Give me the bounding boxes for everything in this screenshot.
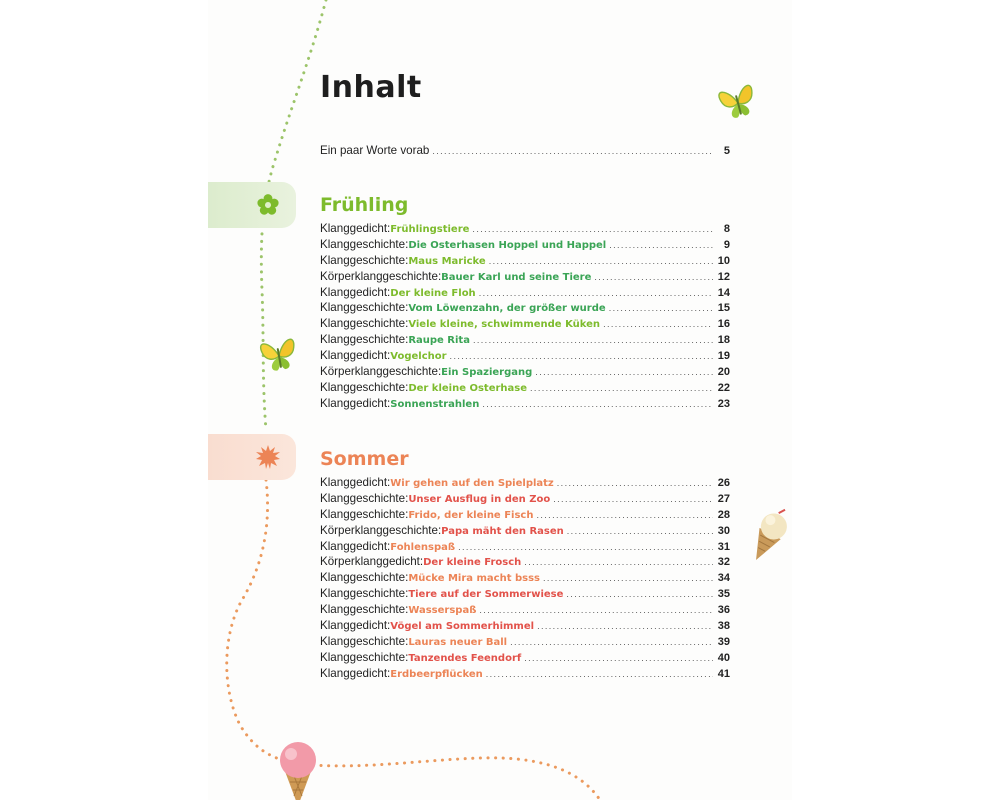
leader-dots <box>450 351 713 361</box>
toc-entry-title: Bauer Karl und seine Tiere <box>441 271 592 283</box>
leader-dots <box>567 526 713 536</box>
leader-dots <box>473 335 713 345</box>
toc-entry-title: Fohlenspaß <box>390 541 456 553</box>
toc-entry[interactable] <box>320 365 730 381</box>
toc-entry[interactable] <box>320 555 730 571</box>
toc-page-number: 14 <box>717 286 730 299</box>
toc-entry[interactable] <box>320 301 730 317</box>
toc-entry-type: Klanggeschichte: <box>320 634 409 648</box>
toc-entry[interactable] <box>320 286 730 302</box>
toc-entry-type: Körperklanggedicht: <box>320 555 424 569</box>
toc-page-number: 8 <box>723 223 730 235</box>
toc-entry-title: Tanzendes Feendorf <box>408 652 522 664</box>
leader-dots <box>479 605 713 615</box>
toc-page-number: 15 <box>717 302 730 315</box>
toc-entry[interactable] <box>320 667 730 683</box>
toc-entry[interactable] <box>320 381 730 397</box>
toc-entry-type: Klanggedicht: <box>320 285 391 299</box>
toc-entry[interactable] <box>320 254 730 270</box>
leader-dots <box>609 303 713 313</box>
toc-entry-title: Raupe Rita <box>408 335 470 347</box>
leader-dots <box>472 224 713 234</box>
flower-icon <box>256 193 280 217</box>
toc-entry[interactable] <box>320 651 730 667</box>
toc-entry[interactable] <box>320 635 730 651</box>
leader-dots <box>510 637 713 647</box>
leader-dots <box>524 557 713 567</box>
toc-page-number: 26 <box>717 477 730 489</box>
toc-entry-title: Vom Löwenzahn, der größer wurde <box>408 303 606 315</box>
toc-entry-intro[interactable] <box>320 144 730 160</box>
toc-page-number: 28 <box>717 508 730 521</box>
toc-entry-type: Klanggeschichte: <box>320 237 409 251</box>
leader-dots <box>489 256 713 266</box>
toc-entry-title: Lauras neuer Ball <box>408 636 508 648</box>
toc-entry[interactable] <box>320 571 730 587</box>
toc-entry-type: Klanggedicht: <box>320 476 391 489</box>
toc-page-number: 27 <box>717 492 730 505</box>
toc-entry[interactable] <box>320 492 730 508</box>
leader-dots <box>543 573 713 583</box>
toc-entry-type: Klanggedicht: <box>320 222 391 235</box>
leader-dots <box>603 319 713 329</box>
toc-entry-type: Klanggeschichte: <box>320 571 409 585</box>
toc-entry-title: Tiere auf der Sommerwiese <box>408 589 564 601</box>
toc-page-number: 38 <box>717 620 730 633</box>
leader-dots <box>479 288 713 298</box>
toc-list-summer <box>320 476 730 683</box>
leader-dots <box>553 494 713 504</box>
toc-page-number: 12 <box>717 270 730 283</box>
toc-entry-label: Ein paar Worte vorab <box>320 144 430 157</box>
toc-entry-type: Klanggeschichte: <box>320 317 409 331</box>
toc-entry-title: Frido, der kleine Fisch <box>408 509 534 521</box>
toc-page-number: 36 <box>717 604 730 617</box>
leader-dots <box>482 399 713 409</box>
toc-entry-title: Vogelchor <box>390 351 447 363</box>
toc-entry-title: Der kleine Osterhase <box>408 382 528 394</box>
toc-entry-title: Mücke Mira macht bsss <box>408 573 540 585</box>
toc-entry[interactable] <box>320 476 730 492</box>
toc-entry-type: Klanggeschichte: <box>320 380 409 394</box>
toc-entry-type: Körperklanggeschichte: <box>320 269 442 283</box>
section-heading-spring: Frühling <box>320 194 409 216</box>
toc-page-number: 9 <box>723 238 730 251</box>
leader-dots <box>537 621 713 631</box>
toc-entry-title: Wir gehen auf den Spielplatz <box>390 478 554 489</box>
toc-page-number: 32 <box>717 556 730 569</box>
toc-page-number: 5 <box>723 145 730 157</box>
leader-dots <box>609 240 713 250</box>
toc-entry-title: Erdbeerpflücken <box>390 668 483 680</box>
toc-entry[interactable] <box>320 238 730 254</box>
leader-dots <box>566 589 713 599</box>
leader-dots <box>432 146 713 156</box>
toc-page-number: 31 <box>717 540 730 553</box>
toc-page-number: 10 <box>717 254 730 267</box>
summer-section-tab <box>208 434 296 480</box>
toc-page-number: 22 <box>717 381 730 394</box>
toc-entry-title: Ein Spaziergang <box>441 367 533 379</box>
toc-entry[interactable] <box>320 317 730 333</box>
toc-entry-type: Klanggeschichte: <box>320 301 409 315</box>
toc-entry-type: Klanggeschichte: <box>320 587 409 601</box>
toc-entry-type: Klanggedicht: <box>320 539 391 553</box>
toc-entry[interactable] <box>320 603 730 619</box>
toc-entry[interactable] <box>320 508 730 524</box>
toc-page-number: 19 <box>717 350 730 363</box>
toc-entry[interactable] <box>320 222 730 238</box>
toc-page-number: 20 <box>717 366 730 379</box>
leader-dots <box>458 542 713 552</box>
toc-entry-type: Klanggeschichte: <box>320 333 409 347</box>
toc-entry[interactable] <box>320 333 730 349</box>
toc-entry-type: Klanggeschichte: <box>320 507 409 521</box>
leader-dots <box>524 653 713 663</box>
ice-cream-cone-icon <box>280 742 316 800</box>
toc-entry-type: Klanggedicht: <box>320 349 391 363</box>
toc-entry-title: Die Osterhasen Hoppel und Happel <box>408 239 607 251</box>
toc-entry-title: Der kleine Frosch <box>423 557 522 569</box>
toc-page-number: 40 <box>717 651 730 664</box>
toc-entry[interactable] <box>320 587 730 603</box>
toc-entry-title: Sonnenstrahlen <box>390 398 480 410</box>
page-title: Inhalt <box>320 70 422 105</box>
toc-page-number: 30 <box>717 524 730 537</box>
toc-entry-title: Unser Ausflug in den Zoo <box>408 493 551 505</box>
toc-entry-type: Klanggeschichte: <box>320 253 409 267</box>
toc-entry-title: Frühlingstiere <box>390 224 470 235</box>
leader-dots <box>535 367 713 377</box>
toc-entry-type: Körperklanggeschichte: <box>320 523 442 537</box>
butterfly-icon <box>260 339 298 373</box>
toc-entry-title: Wasserspaß <box>408 605 477 617</box>
leader-dots <box>594 272 713 282</box>
toc-page-number: 39 <box>717 635 730 648</box>
toc-entry-title: Viele kleine, schwimmende Küken <box>408 319 601 331</box>
toc-entry[interactable] <box>320 524 730 540</box>
toc-entry-title: Maus Maricke <box>408 255 486 267</box>
butterfly-icon <box>718 85 758 121</box>
toc-page-number: 16 <box>717 318 730 331</box>
toc-entry[interactable] <box>320 397 730 413</box>
toc-entry-type: Körperklanggeschichte: <box>320 365 442 379</box>
leader-dots <box>536 510 713 520</box>
toc-entry-title: Papa mäht den Rasen <box>441 525 564 537</box>
sun-icon <box>256 445 280 469</box>
section-heading-summer: Sommer <box>320 448 409 470</box>
leader-dots <box>557 478 713 488</box>
toc-page-number: 34 <box>717 572 730 585</box>
toc-page-number: 35 <box>717 588 730 601</box>
toc-entry[interactable] <box>320 540 730 556</box>
toc-entry-type: Klanggeschichte: <box>320 491 409 505</box>
spring-section-tab <box>208 182 296 228</box>
toc-entry-title: Vögel am Sommerhimmel <box>390 621 535 633</box>
leader-dots <box>486 669 713 679</box>
toc-entry[interactable] <box>320 349 730 365</box>
toc-entry-type: Klanggeschichte: <box>320 603 409 617</box>
toc-entry[interactable] <box>320 270 730 286</box>
leader-dots <box>530 383 713 393</box>
toc-entry-type: Klanggedicht: <box>320 666 391 680</box>
toc-page-number: 18 <box>717 334 730 347</box>
toc-entry-title: Der kleine Floh <box>390 287 476 299</box>
toc-page-number: 23 <box>717 397 730 410</box>
toc-entry-type: Klanggeschichte: <box>320 650 409 664</box>
toc-entry-type: Klanggedicht: <box>320 619 391 633</box>
toc-entry[interactable] <box>320 619 730 635</box>
ice-cream-cone-icon <box>745 503 795 566</box>
toc-page-number: 41 <box>717 667 730 680</box>
toc-entry-type: Klanggedicht: <box>320 396 391 410</box>
toc-list-spring <box>320 222 730 413</box>
